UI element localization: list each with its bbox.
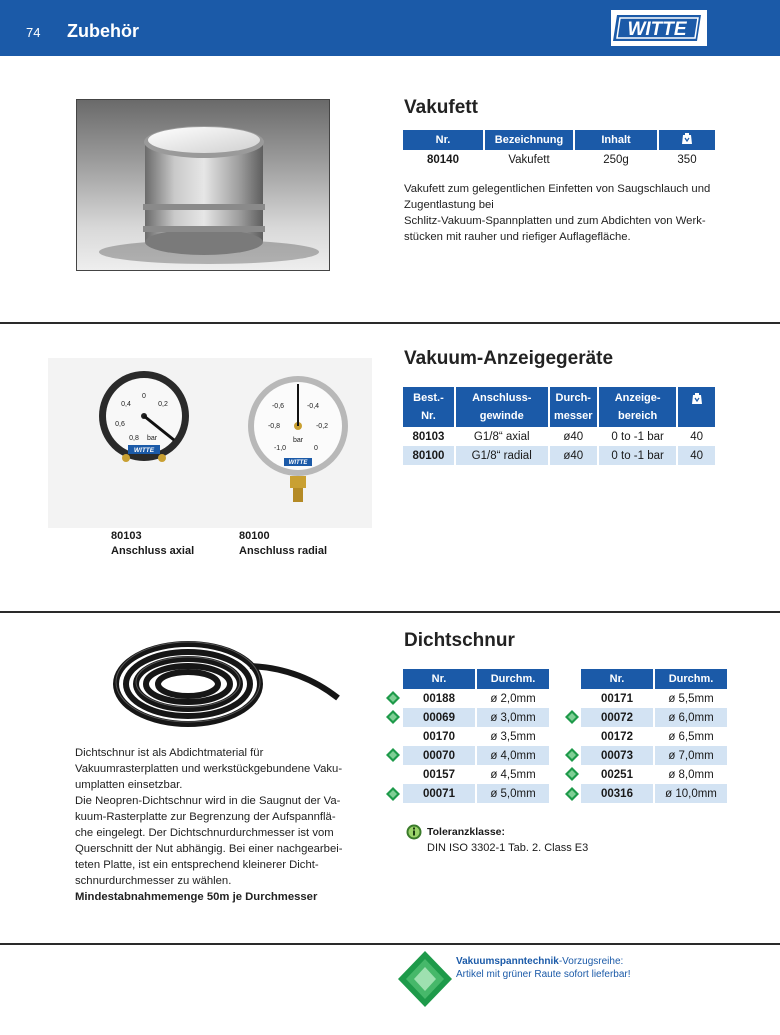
legend-text — [456, 955, 631, 981]
cell-nr: 80140 — [427, 153, 459, 166]
table-row — [581, 708, 727, 727]
desc-line: Zugentlastung bei — [404, 199, 494, 211]
desc-line: che eingelegt. Der Dichtschnurdurchmesser ist vom — [75, 827, 334, 839]
caption-radial — [239, 529, 327, 559]
dichtschnur-table-right — [579, 669, 729, 803]
cell-nr: 00251 — [601, 768, 633, 781]
section-divider — [0, 611, 780, 613]
table-row — [403, 446, 715, 465]
col-bestnr: Best.- Nr. — [403, 387, 454, 427]
axial-tick-label: 0,8 — [129, 435, 139, 442]
table-row — [403, 708, 549, 727]
caption-label: Anschluss radial — [239, 545, 328, 557]
desc-line: schnurdurchmesser zu wählen. — [75, 875, 232, 887]
cell-durchm: ø 3,0mm — [477, 708, 549, 727]
cell-durchm: ø 6,5mm — [668, 730, 714, 743]
cell-durchm: ø 6,0mm — [655, 708, 727, 727]
axial-tick-label: 0 — [142, 393, 146, 400]
axial-tick-label: 0,6 — [115, 421, 125, 428]
logo-text: WITTE — [627, 19, 687, 40]
cell-bestnr: 80100 — [403, 446, 454, 465]
cell-nr: 00072 — [581, 708, 653, 727]
desc-line: Die Neopren-Dichtschnur wird in die Saugnut der Va- — [75, 795, 341, 807]
cell-gewinde: G1/8“ axial — [473, 430, 530, 443]
table-row — [581, 746, 727, 765]
cell-weight: 40 — [678, 446, 715, 465]
green-diamond-legend-icon — [398, 951, 452, 1007]
col-weight — [678, 387, 715, 427]
col-durchm: Durchm. — [477, 669, 549, 689]
radial-tick-label: -0,6 — [271, 403, 285, 410]
green-diamond-icon — [565, 787, 579, 801]
desc-line: Dichtschnur ist als Abdichtmaterial für — [75, 747, 264, 759]
anzeige-heading: Vakuum-Anzeigegeräte — [404, 348, 614, 369]
col-nr: Nr. — [403, 130, 483, 150]
green-diamond-icon — [565, 710, 579, 724]
cell-bezeichnung: Vakufett — [508, 153, 550, 166]
legend-line2: Artikel mit grüner Raute sofort lieferbar! — [456, 969, 631, 980]
cell-nr: 00170 — [423, 730, 455, 743]
cell-weight: 40 — [690, 430, 704, 443]
cell-bereich: 0 to -1 bar — [599, 446, 676, 465]
section-divider — [0, 943, 780, 945]
radial-tick-label: -1,0 — [273, 445, 287, 452]
col-inhalt: Inhalt — [575, 130, 657, 150]
table-row — [403, 150, 715, 169]
desc-line: stücken mit rauher und riefiger Auflagefläche. — [404, 231, 631, 243]
radial-tick-label: -0,2 — [315, 423, 329, 430]
green-diamond-icon — [386, 710, 400, 724]
col-bezeichnung: Bezeichnung — [485, 130, 573, 150]
tolerance-label: Toleranzklasse: — [427, 826, 506, 838]
gauge-unit-label: bar — [146, 435, 158, 442]
green-diamond-icon — [386, 748, 400, 762]
cell-durchm: ø 8,0mm — [668, 768, 714, 781]
cell-bestnr: 80103 — [412, 430, 445, 443]
cell-nr: 00171 — [601, 692, 633, 705]
gauge-unit-label: bar — [292, 437, 304, 444]
cell-nr: 00157 — [423, 768, 455, 781]
table-row — [581, 689, 727, 708]
desc-line: Vakufett zum gelegentlichen Einfetten von Saugschlauch und — [404, 183, 711, 195]
vakufett-photo — [76, 99, 330, 271]
col-anschlussgewinde: Anschluss- gewinde — [456, 387, 548, 427]
caption-nr: 80100 — [239, 530, 270, 542]
radial-tick-label: -0,8 — [267, 423, 281, 430]
cell-nr: 00070 — [403, 746, 475, 765]
vakufett-can-image — [77, 100, 330, 271]
caption-nr: 80103 — [111, 530, 142, 542]
cell-nr: 00316 — [581, 784, 653, 803]
weight-icon — [692, 392, 702, 405]
anzeige-table — [401, 387, 717, 465]
gauge-brand: WITTE — [133, 447, 155, 454]
col-nr: Nr. — [403, 669, 475, 689]
table-row — [403, 746, 549, 765]
cell-bereich: 0 to -1 bar — [611, 430, 664, 443]
table-row — [581, 765, 727, 784]
gauge-brand: WITTE — [288, 460, 308, 466]
min-order-note: Mindestabnahmemenge 50m je Durchmesser — [75, 891, 318, 903]
cell-weight: 350 — [677, 153, 697, 166]
table-row — [581, 727, 727, 746]
axial-tick-label: 0,4 — [121, 401, 131, 408]
cell-durchm: ø 4,0mm — [477, 746, 549, 765]
cell-gewinde: G1/8“ radial — [456, 446, 548, 465]
cell-inhalt: 250g — [603, 153, 629, 166]
col-durchmesser: Durch- messer — [550, 387, 597, 427]
info-icon — [406, 824, 422, 840]
cell-durchm: ø 3,5mm — [490, 730, 536, 743]
col-weight — [659, 130, 715, 150]
cell-nr: 00172 — [601, 730, 633, 743]
table-row — [403, 784, 549, 803]
section-divider — [0, 322, 780, 324]
green-diamond-icon — [386, 691, 400, 705]
cell-durchm: ø 7,0mm — [655, 746, 727, 765]
cell-durchm: ø 2,0mm — [490, 692, 536, 705]
page-header — [0, 0, 780, 56]
tolerance-value: DIN ISO 3302-1 Tab. 2. Class E3 — [427, 842, 589, 854]
dichtschnur-description — [75, 745, 365, 905]
desc-line: Querschnitt der Nut abhängig. Bei einer nachgearbei- — [75, 843, 343, 855]
table-row — [403, 727, 549, 746]
axial-tick-label: 0,2 — [158, 401, 168, 408]
table-row — [403, 689, 549, 708]
cell-durchmesser: ø40 — [550, 446, 597, 465]
cell-durchm: ø 4,5mm — [490, 768, 536, 781]
radial-tick-label: 0 — [314, 445, 318, 452]
desc-line: kuum-Rasterplatte zur Begrenzung der Aufspannflä- — [75, 811, 336, 823]
desc-line: teten Platte, ist ein entsprechend kleinerer Dicht- — [75, 859, 319, 871]
legend-suffix: -Vorzugsreihe: — [558, 956, 624, 967]
cell-nr: 00071 — [403, 784, 475, 803]
vakufett-table — [401, 130, 717, 169]
desc-line: Vakuumrasterplatten und werkstückgebundene Vaku- — [75, 763, 343, 775]
green-diamond-icon — [565, 767, 579, 781]
green-diamond-icon — [565, 748, 579, 762]
radial-tick-label: -0,4 — [306, 403, 320, 410]
cell-nr: 00073 — [581, 746, 653, 765]
dichtschnur-coil-image — [110, 632, 350, 732]
cell-durchmesser: ø40 — [563, 430, 584, 443]
desc-line: umplatten einsetzbar. — [75, 779, 183, 791]
weight-icon — [682, 132, 692, 145]
page-title: Zubehör — [67, 21, 139, 41]
cell-nr: 00069 — [403, 708, 475, 727]
dichtschnur-table-left — [401, 669, 551, 803]
table-row — [403, 427, 715, 446]
witte-logo — [611, 10, 707, 46]
page-number: 74 — [26, 25, 41, 40]
col-durchm: Durchm. — [655, 669, 727, 689]
cell-durchm: ø 5,5mm — [668, 692, 714, 705]
vakufett-description — [404, 181, 724, 245]
green-diamond-icon — [386, 787, 400, 801]
table-row — [581, 784, 727, 803]
col-nr: Nr. — [581, 669, 653, 689]
table-row — [403, 765, 549, 784]
caption-label: Anschluss axial — [111, 545, 195, 557]
col-anzeigebereich: Anzeige- bereich — [599, 387, 676, 427]
gauges-photo — [48, 358, 372, 528]
cell-nr: 00188 — [423, 692, 455, 705]
dichtschnur-heading: Dichtschnur — [404, 630, 515, 651]
legend-brand: Vakuumspanntechnik — [456, 956, 559, 967]
cell-durchm: ø 10,0mm — [655, 784, 727, 803]
desc-line: Schlitz-Vakuum-Spannplatten und zum Abdichten von Werk- — [404, 215, 706, 227]
vakufett-heading: Vakufett — [404, 97, 478, 118]
caption-axial — [111, 529, 194, 559]
cell-durchm: ø 5,0mm — [477, 784, 549, 803]
